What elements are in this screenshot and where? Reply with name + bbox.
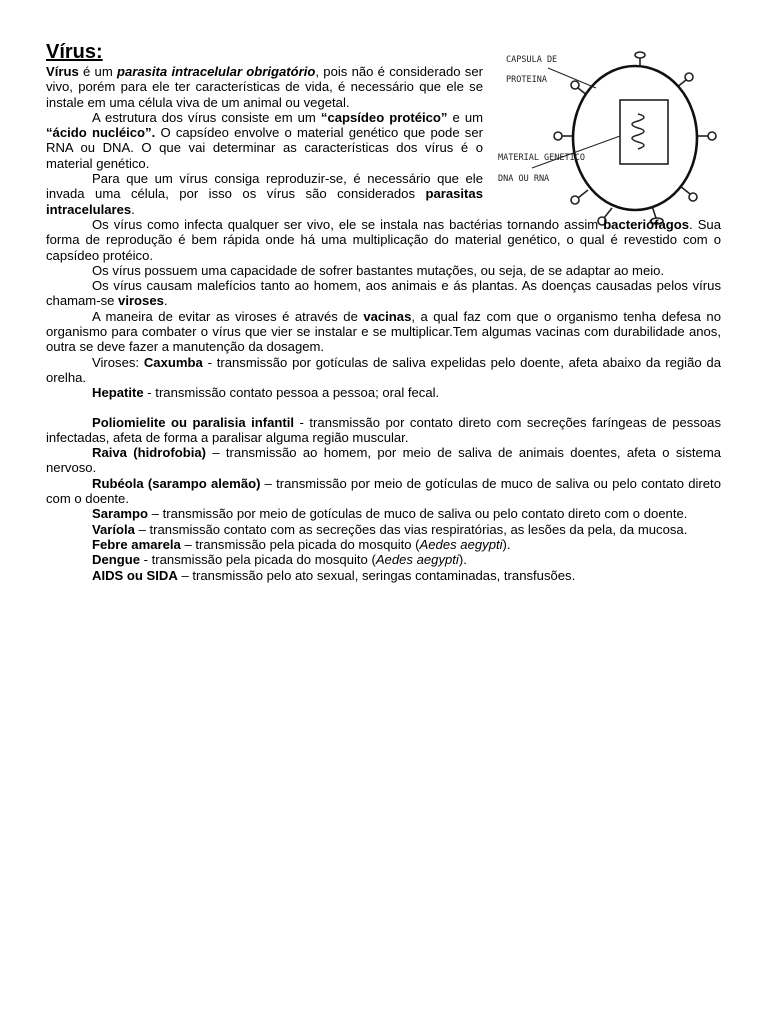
text: Viroses:: [92, 354, 144, 370]
text: e um: [447, 109, 484, 125]
bold-term: “capsídeo protéico”: [320, 109, 448, 125]
disease-name: Febre amarela: [92, 536, 181, 552]
species-name: Aedes aegypti: [419, 536, 503, 552]
bold-term: viroses: [118, 293, 164, 309]
text: ).: [458, 552, 467, 568]
text: Os vírus como infecta qualquer ser vivo, ele se instala nas bactérias tornando assim: [92, 216, 604, 232]
disease-dengue: [46, 552, 721, 567]
disease-febre-amarela: [46, 537, 721, 552]
disease-name: Caxumba: [143, 354, 203, 370]
label-capsula: CAPSULA DE: [506, 55, 558, 65]
disease-text: - transmissão pela picada do mosquito (: [140, 552, 376, 568]
bold-term: “ácido nucléico”.: [46, 125, 156, 141]
bold-term: Vírus: [46, 64, 79, 79]
paragraph-infecta: [46, 217, 721, 263]
document-body: [46, 40, 721, 583]
disease-name: Dengue: [92, 552, 141, 568]
label-proteina: PROTEINA: [506, 75, 547, 85]
disease-name: Poliomielite ou paralisia infantil: [92, 414, 295, 430]
disease-text: – transmissão por meio de gotículas de muco de saliva ou pelo contato direto com o doente.: [46, 475, 721, 507]
text: .: [131, 201, 135, 217]
paragraph-estrutura: [46, 110, 483, 171]
paragraph-intro: [46, 64, 483, 110]
disease-name: Raiva (hidrofobia): [92, 445, 206, 461]
disease-text: - transmissão por contato direto com secreções faríngeas de pessoas infectadas, afeta de forma a paralisar alguma região muscular.: [46, 414, 721, 445]
disease-name: Hepatite: [92, 385, 144, 401]
bold-term: bacteriófagos: [603, 216, 690, 232]
text: . Sua forma de reprodução é bem rápida onde há uma multiplicação do material genético, o qual é revestido com o capsídeo protéico.: [46, 216, 721, 263]
disease-name: Sarampo: [92, 506, 149, 522]
paragraph-maleficios: [46, 278, 721, 309]
disease-rubeola: [46, 476, 721, 507]
disease-text: – transmissão pela picada do mosquito (: [180, 536, 420, 552]
disease-name: Varíola: [92, 521, 135, 537]
disease-aids: [46, 568, 721, 583]
disease-variola: [46, 522, 721, 537]
text: é um: [78, 64, 117, 79]
text: .: [163, 293, 168, 309]
disease-poliomielite: [46, 415, 721, 446]
disease-hepatite: [46, 385, 721, 400]
text: ).: [502, 536, 511, 552]
page-title: Vírus:: [46, 41, 103, 63]
text: , pois não é considerado ser vivo, porém para ele ter características de vida, é necessário que ele se instale em uma célula viva de um animal ou vegetal.: [46, 64, 483, 110]
paragraph-vacinas: [46, 309, 721, 355]
disease-name: AIDS ou SIDA: [92, 567, 178, 583]
disease-text: – transmissão pelo ato sexual, seringas contaminadas, transfusões.: [177, 567, 576, 583]
disease-caxumba: [46, 355, 721, 386]
disease-text: - transmissão contato pessoa a pessoa; oral fecal.: [143, 385, 440, 401]
species-name: Aedes aegypti: [375, 552, 459, 568]
disease-sarampo: [46, 506, 721, 521]
disease-name: Rubéola (sarampo alemão): [92, 475, 261, 491]
text: O capsídeo envolve o material genético que pode ser RNA ou DNA. O que vai determinar as características dos vírus é o material genético.: [46, 125, 483, 171]
text: Para que um vírus consiga reproduzir-se, é necessário que ele invada uma célula, por isso os vírus são considerados: [46, 171, 483, 202]
text: , a qual faz com que o organismo tenha defesa no organismo para combater o vírus que vier se instalar e se multiplicar.Tem algumas vacinas com durabilidade anos, outra se deve fazer a manutenção da dosagem.: [46, 308, 721, 355]
label-material: MATERIAL GENETICO: [498, 153, 585, 163]
bold-term: vacinas: [363, 308, 412, 324]
label-dna: DNA OU RNA: [498, 174, 550, 184]
disease-text: – transmissão contato com as secreções das vias respiratórias, as lesões da pela, da mucosa.: [134, 521, 688, 537]
bold-italic-term: parasita intracelular obrigatório: [116, 64, 316, 79]
disease-text: - transmissão por gotículas de saliva expelidas pelo doente, afeta abaixo da região da orelha.: [46, 354, 721, 385]
bold-term: parasitas intracelulares: [46, 186, 483, 217]
paragraph-mutacoes: Os vírus possuem uma capacidade de sofrer bastantes mutações, ou seja, de se adaptar ao meio.: [92, 262, 665, 278]
disease-text: – transmissão por meio de gotículas de muco de saliva ou pelo contato direto com o doente.: [148, 506, 688, 522]
disease-text: – transmissão ao homem, por meio de saliva de animais doentes, afeta o sistema nervoso.: [46, 445, 722, 476]
text: A maneira de evitar as viroses é através de: [92, 308, 364, 324]
text: Os vírus causam malefícios tanto ao homem, aos animais e ás plantas. As doenças causadas pelos vírus chamam-se: [46, 278, 721, 309]
paragraph-reproducao: [46, 171, 483, 217]
disease-raiva: [46, 445, 721, 476]
text: A estrutura dos vírus consiste em um: [92, 109, 321, 125]
